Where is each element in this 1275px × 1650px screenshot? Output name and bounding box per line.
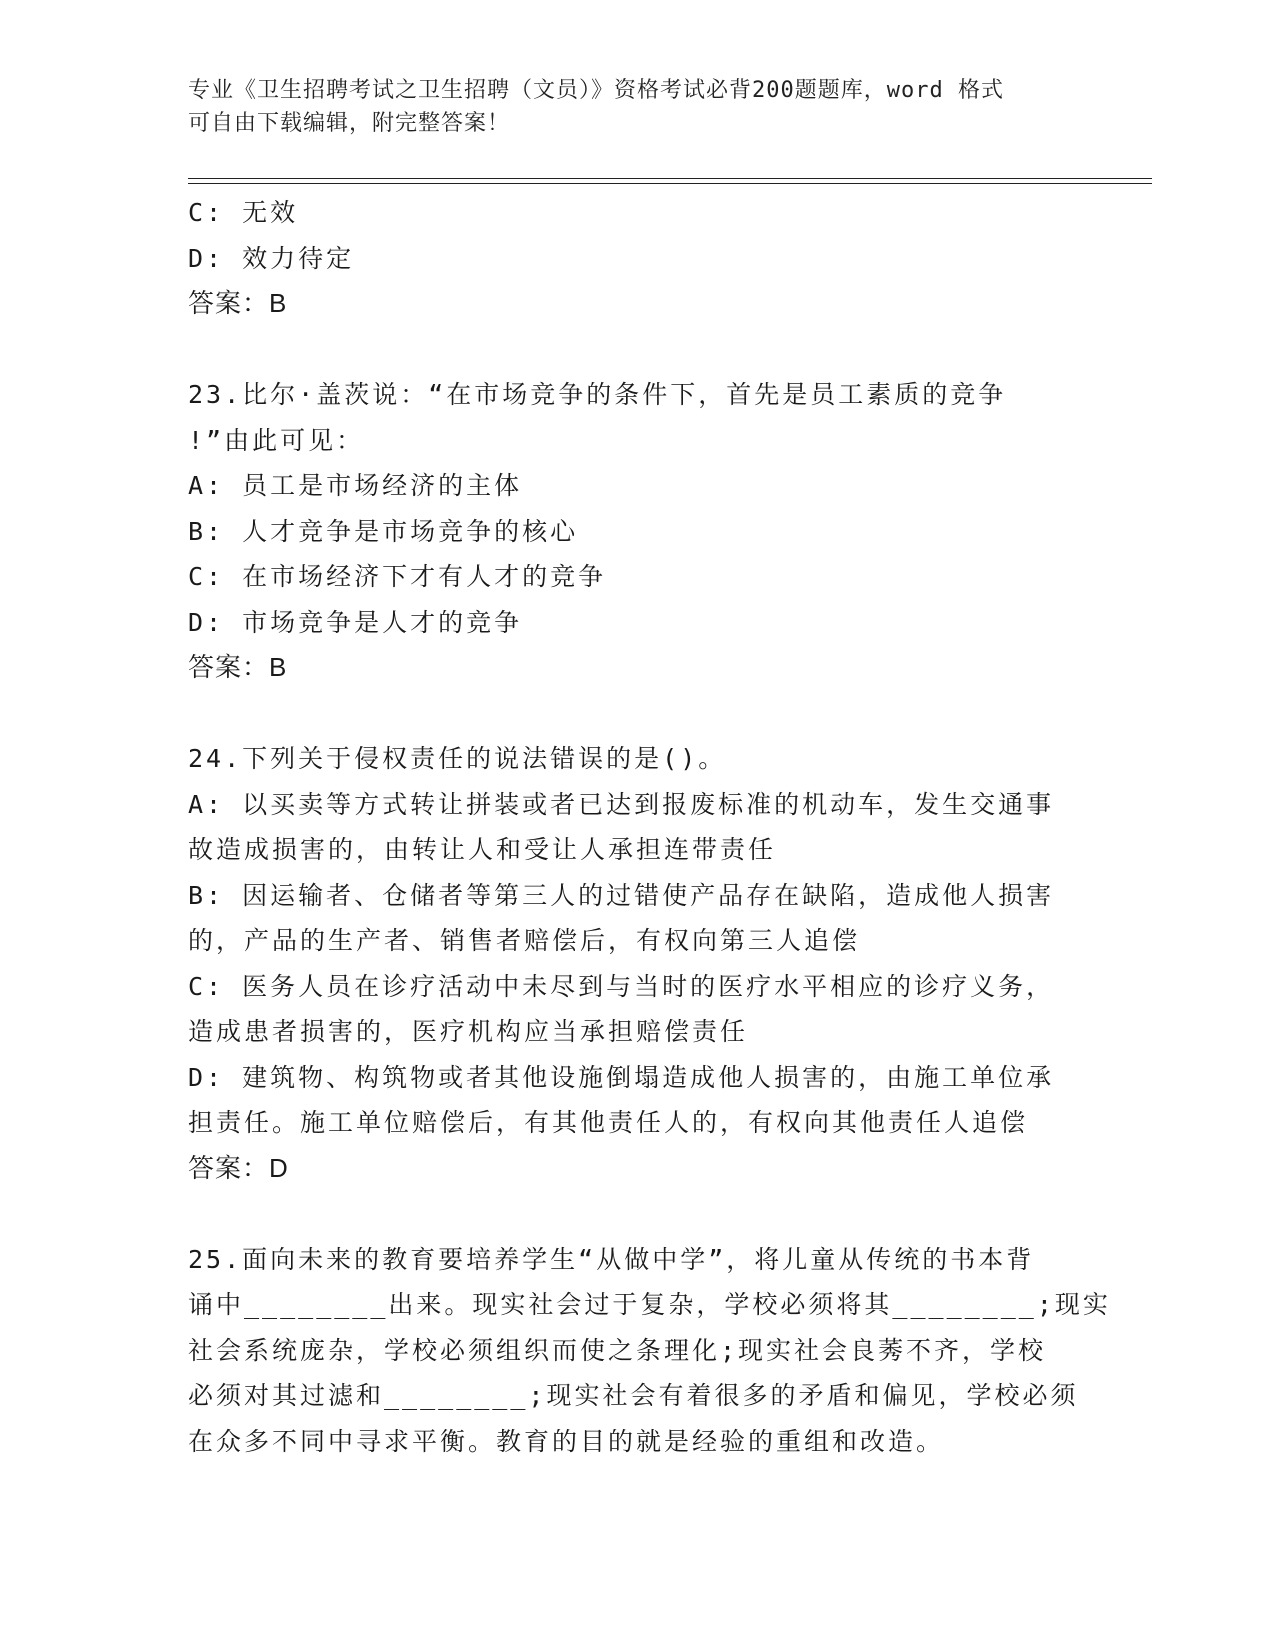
option-d: D: 效力待定 [188,243,355,273]
spacer [188,691,1088,737]
question-24 [188,736,1088,1191]
answer: 答案：B [188,652,288,682]
option-d: 担责任。施工单位赔偿后，有其他责任人的，有权向其他责任人追偿 [188,1108,1029,1137]
answer: 答案：D [188,1152,289,1183]
option-a: A: 以买卖等方式转让拼装或者已达到报废标准的机动车，发生交通事 [188,789,1055,819]
question-stem: 诵中________出来。现实社会过于复杂，学校必须将其________;现实 [188,1290,1111,1319]
header-divider-bottom [188,183,1152,184]
question-stem: !”由此可见： [188,425,365,455]
option-b: 的，产品的生产者、销售者赔偿后，有权向第三人追偿 [188,926,861,955]
question-stem: 社会系统庞杂，学校必须组织而使之条理化;现实社会良莠不齐，学校 [188,1335,1047,1365]
option-c: C: 在市场经济下才有人才的竞争 [188,562,607,591]
answer: 答案：B [188,288,288,318]
option-c: C: 无效 [188,198,299,227]
header-title-line-2: 可自由下载编辑，附完整答案！ [188,111,511,136]
page-header [188,74,1068,140]
option-b: B: 因运输者、仓储者等第三人的过错使产品存在缺陷，造成他人损害 [188,880,1055,910]
option-a: A: 员工是市场经济的主体 [188,471,523,500]
question-22-continued [188,190,1088,327]
option-c: C: 医务人员在诊疗活动中未尽到与当时的医疗水平相应的诊疗义务， [188,971,1055,1001]
spacer [188,327,1088,373]
question-stem: 必须对其过滤和________;现实社会有着很多的矛盾和偏见，学校必须 [188,1381,1079,1410]
question-content [188,190,1111,1464]
question-stem: 在众多不同中寻求平衡。教育的目的就是经验的重组和改造。 [188,1426,945,1456]
option-b: B: 人才竞争是市场竞争的核心 [188,516,579,546]
option-d: D: 市场竞争是人才的竞争 [188,607,523,637]
spacer [188,1191,1088,1237]
option-c: 造成患者损害的，医疗机构应当承担赔偿责任 [188,1017,749,1046]
question-stem: 23.比尔·盖茨说：“在市场竞争的条件下，首先是员工素质的竞争 [188,380,1007,409]
header-title-line-1: 专业《卫生招聘考试之卫生招聘（文员）》资格考试必背200题题库，word 格式 [188,78,1004,103]
option-d: D: 建筑物、构筑物或者其他设施倒塌造成他人损害的，由施工单位承 [188,1062,1055,1092]
option-a: 故造成损害的，由转让人和受让人承担连带责任 [188,835,777,864]
question-25 [188,1237,1111,1465]
question-stem: 24.下列关于侵权责任的说法错误的是()。 [188,744,727,773]
question-stem: 25.面向未来的教育要培养学生“从做中学”，将儿童从传统的书本背 [188,1244,1035,1274]
question-23 [188,372,1088,691]
header-divider-top [188,178,1152,179]
